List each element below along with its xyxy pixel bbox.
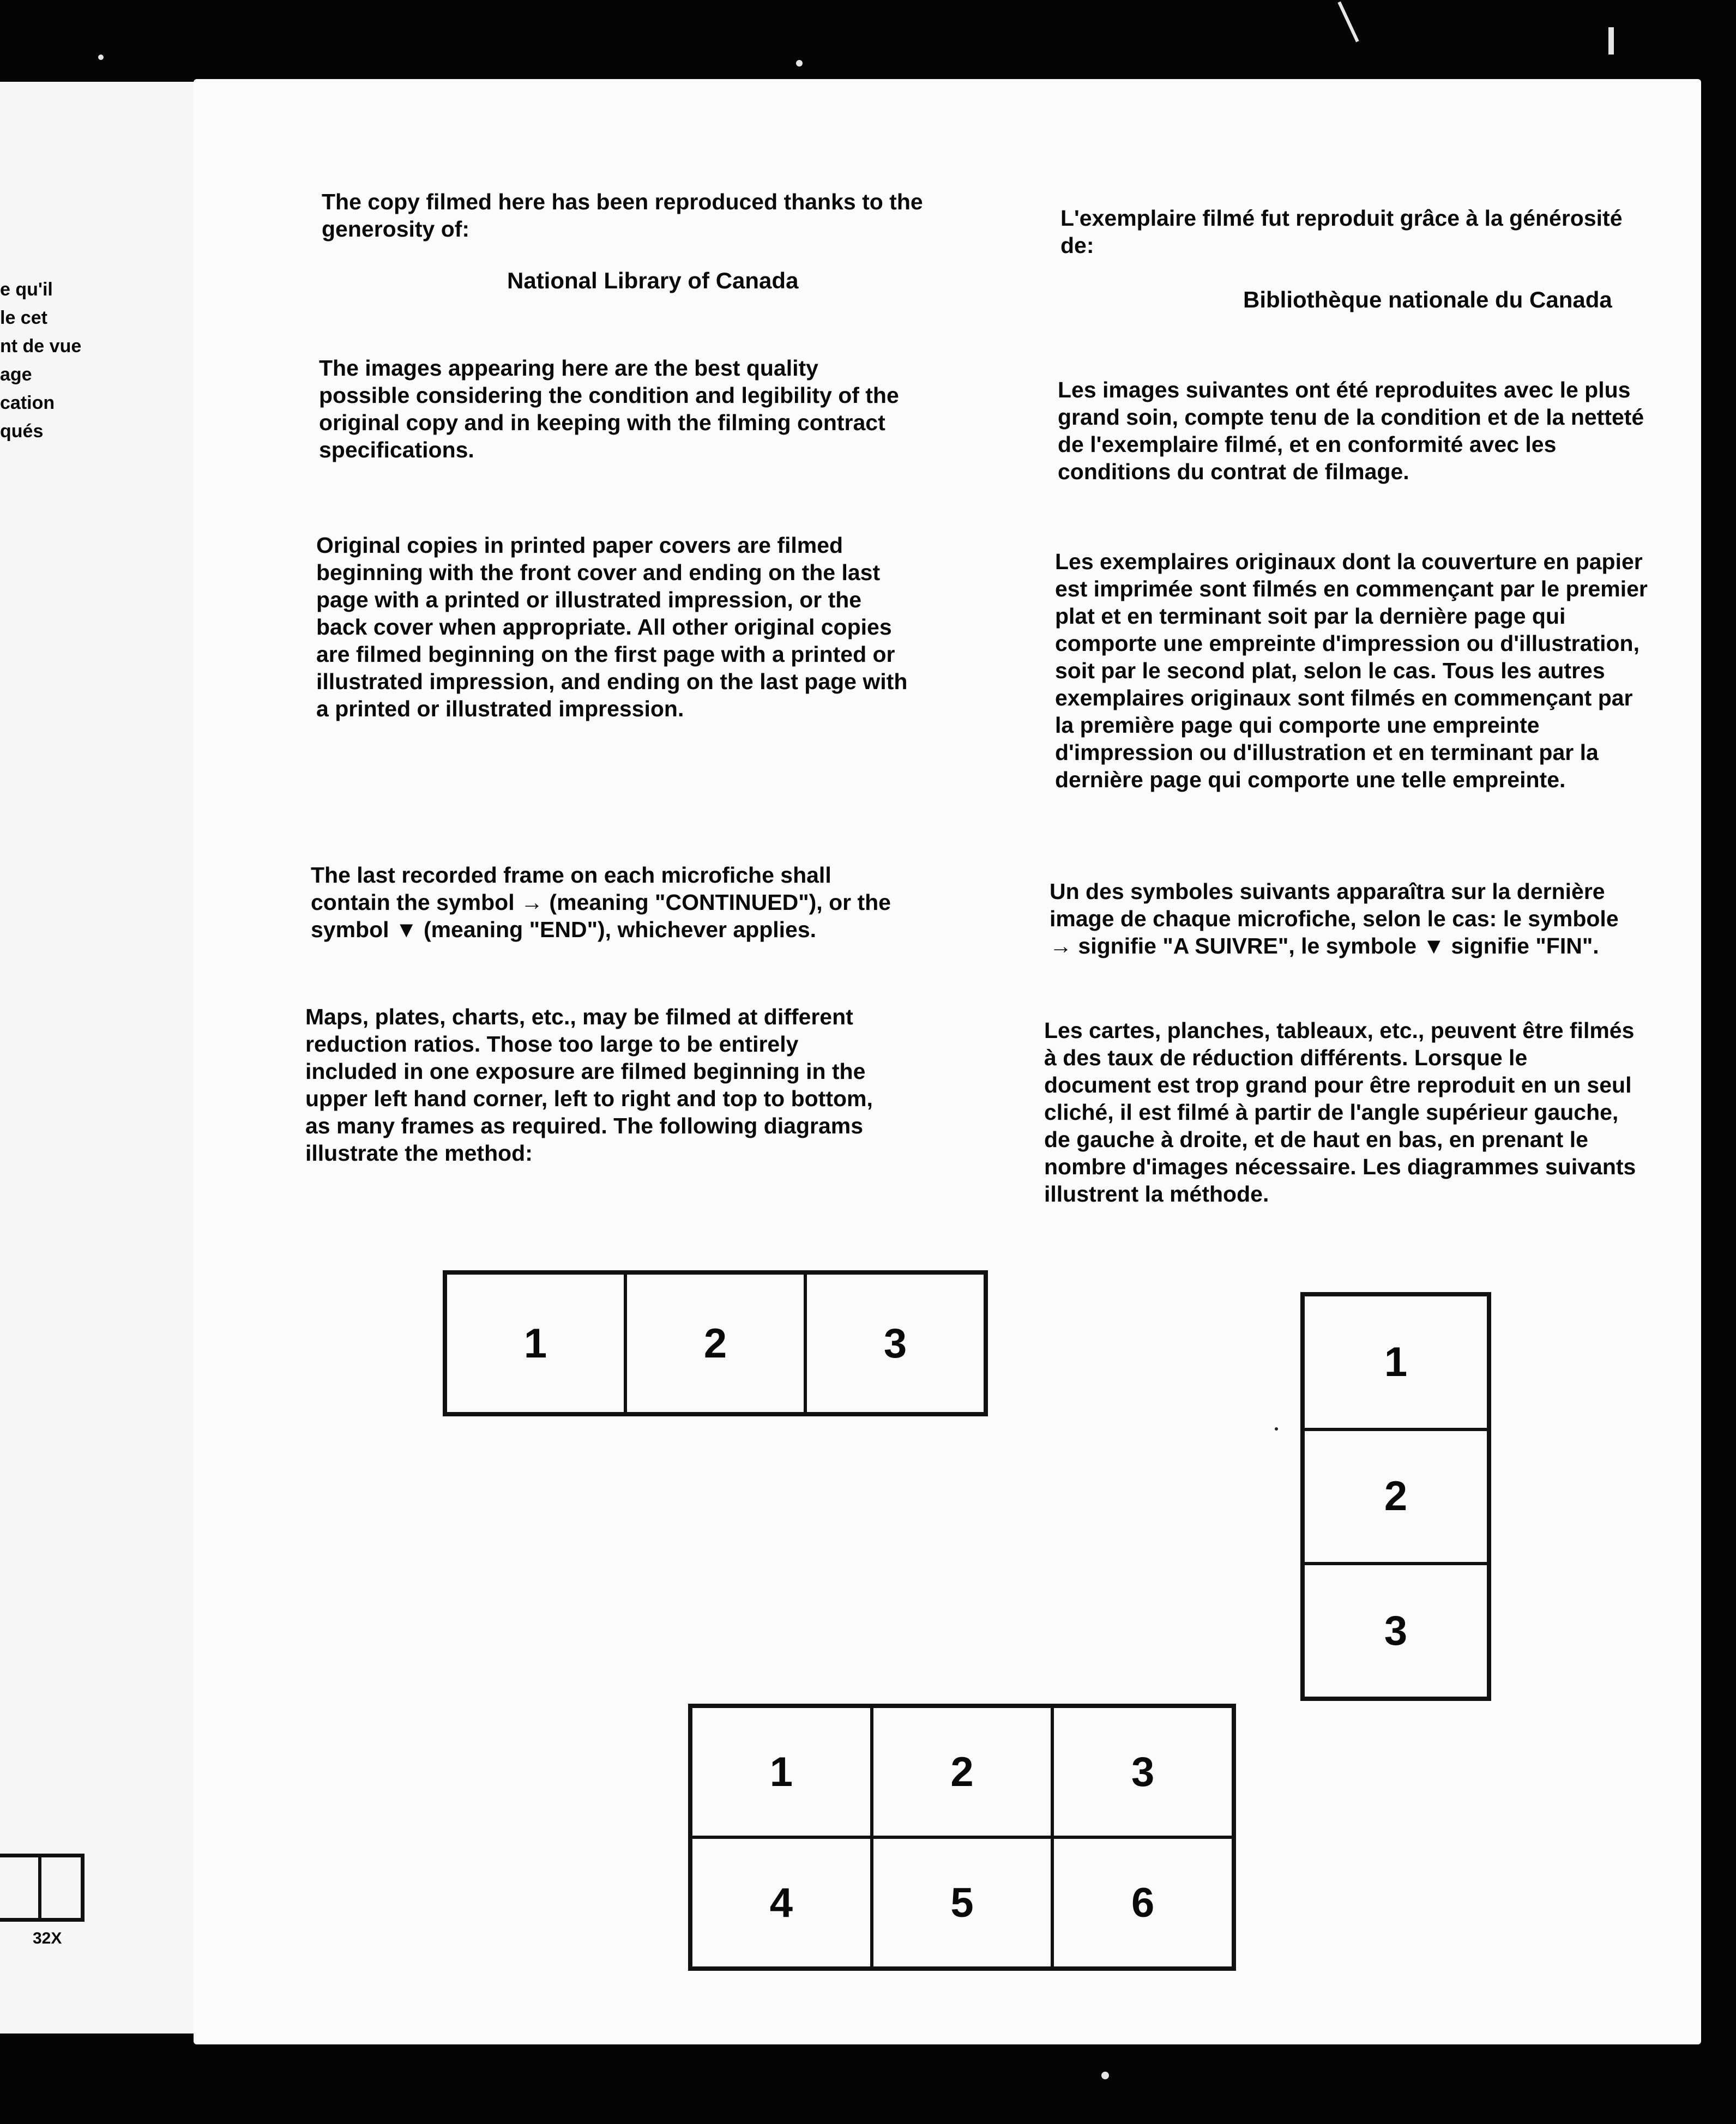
symbols-text: signifie "FIN". [1451, 933, 1599, 958]
left-page [0, 82, 224, 2034]
left-frame-cell [40, 1856, 83, 1920]
diagram-grid-cell: 2 [872, 1706, 1053, 1837]
left-page-fragment: cation [0, 393, 55, 413]
diagram-grid-cell: 6 [1052, 1837, 1233, 1968]
quality-paragraph-en: The images appearing here are the best quality possible considering the condition and legibility of the original copy and in keeping with the filming contract specifications. [319, 355, 899, 462]
continued-arrow-icon: → [1050, 933, 1072, 958]
reduction-ratio: 32X [33, 1929, 62, 1947]
credit-intro-en: The copy filmed here has been reproduced thanks to the generosity of: [322, 189, 923, 242]
maps-paragraph-en: Maps, plates, charts, etc., may be filmed at different reduction ratios. Those too large to be entirely included in one exposure are filmed beginning in the upper left hand corner, left to right and top to bottom, as many frames as required. The following diagrams illustrate the method: [305, 1004, 873, 1166]
left-page-fragment: le cet [0, 307, 47, 328]
scan-dust-speck [1275, 1427, 1278, 1431]
diagram-row-cell: 3 [805, 1273, 985, 1414]
symbols-text: (meaning "CONTINUED"), or the symbol [311, 890, 891, 942]
scan-dust-speck [98, 55, 104, 60]
left-page-fragment: nt de vue [0, 336, 82, 357]
quality-paragraph-fr: Les images suivantes ont été reproduites avec le plus grand soin, compte tenu de la condition et de la netteté de l'exemplaire filmé, et en conformité avec les conditions du contrat de filmage. [1058, 377, 1644, 484]
credit-intro-fr: L'exemplaire filmé fut reproduit grâce à la générosité de: [1060, 206, 1623, 258]
diagram-column-cell: 2 [1303, 1429, 1488, 1564]
end-triangle-icon: ▼ [1422, 933, 1445, 958]
diagram-grid-cell: 3 [1052, 1706, 1233, 1837]
left-frame-cell [0, 1856, 40, 1920]
diagram-row-cell: 2 [625, 1273, 805, 1414]
institution-en: National Library of Canada [507, 268, 799, 293]
end-triangle-icon: ▼ [395, 917, 418, 942]
continued-arrow-icon: → [521, 890, 544, 915]
left-page-fragment: qués [0, 421, 44, 442]
symbols-paragraph-fr [1050, 878, 1638, 960]
diagram-column-cell: 1 [1303, 1295, 1488, 1429]
maps-paragraph-fr: Les cartes, planches, tableaux, etc., peuvent être filmés à des taux de réduction différents. Lorsque le document est trop grand pour être reproduit en un seul cliché, il est filmé à partir de l'angle supérieur gauche, de gauche à droite, et de haut en bas, en prenant le nombre d'images nécessaire. Les diagrammes suivants illustrent la méthode. [1044, 1018, 1636, 1206]
institution-fr: Bibliothèque nationale du Canada [1243, 287, 1612, 312]
diagram-grid-cell: 4 [691, 1837, 872, 1968]
scan-dust-speck [1101, 2072, 1109, 2079]
left-page-fragment: e qu'il [0, 279, 53, 300]
symbols-text: signifie "A SUIVRE", le symbole [1078, 933, 1417, 958]
diagram-grid [688, 1704, 1236, 1971]
diagram-row [443, 1270, 988, 1416]
scan-dust-speck [796, 60, 803, 67]
left-page-fragment: age [0, 364, 32, 385]
originals-paragraph-fr: Les exemplaires originaux dont la couverture en papier est imprimée sont filmés en commençant par le premier plat et en terminant soit par la dernière page qui comporte une empreinte d'impression ou d'illustration, soit par le second plat, selon le cas. Tous les autres exemplaires originaux sont filmés en commençant par la première page qui comporte une empreinte d'impression ou d'illustration et en terminant par la dernière page qui comporte une telle empreinte. [1055, 549, 1648, 792]
scan-scratch [1337, 1, 1359, 42]
left-page-frame-boxes [0, 1854, 85, 1922]
diagram-column-cell: 3 [1303, 1564, 1488, 1698]
symbols-text: Un des symboles suivants apparaîtra sur la dernière image de chaque microfiche, selon le cas: le symbole [1050, 879, 1619, 931]
originals-paragraph-en: Original copies in printed paper covers are filmed beginning with the front cover and ending on the last page with a printed or illustrated impression, or the back cover when appropriate. All other original copies are filmed beginning on the first page with a printed or illustrated impression, and ending on the last page with a printed or illustrated impression. [316, 533, 908, 721]
diagram-row-cell: 1 [445, 1273, 625, 1414]
diagram-column [1300, 1292, 1491, 1701]
diagram-grid-cell: 5 [872, 1837, 1053, 1968]
symbols-text: (meaning "END"), whichever applies. [423, 917, 817, 942]
scan-scratch [1608, 27, 1614, 55]
symbols-text: The last recorded frame on each microfiche shall contain the symbol [311, 862, 831, 915]
symbols-paragraph-en [311, 861, 900, 943]
diagram-grid-cell: 1 [691, 1706, 872, 1837]
